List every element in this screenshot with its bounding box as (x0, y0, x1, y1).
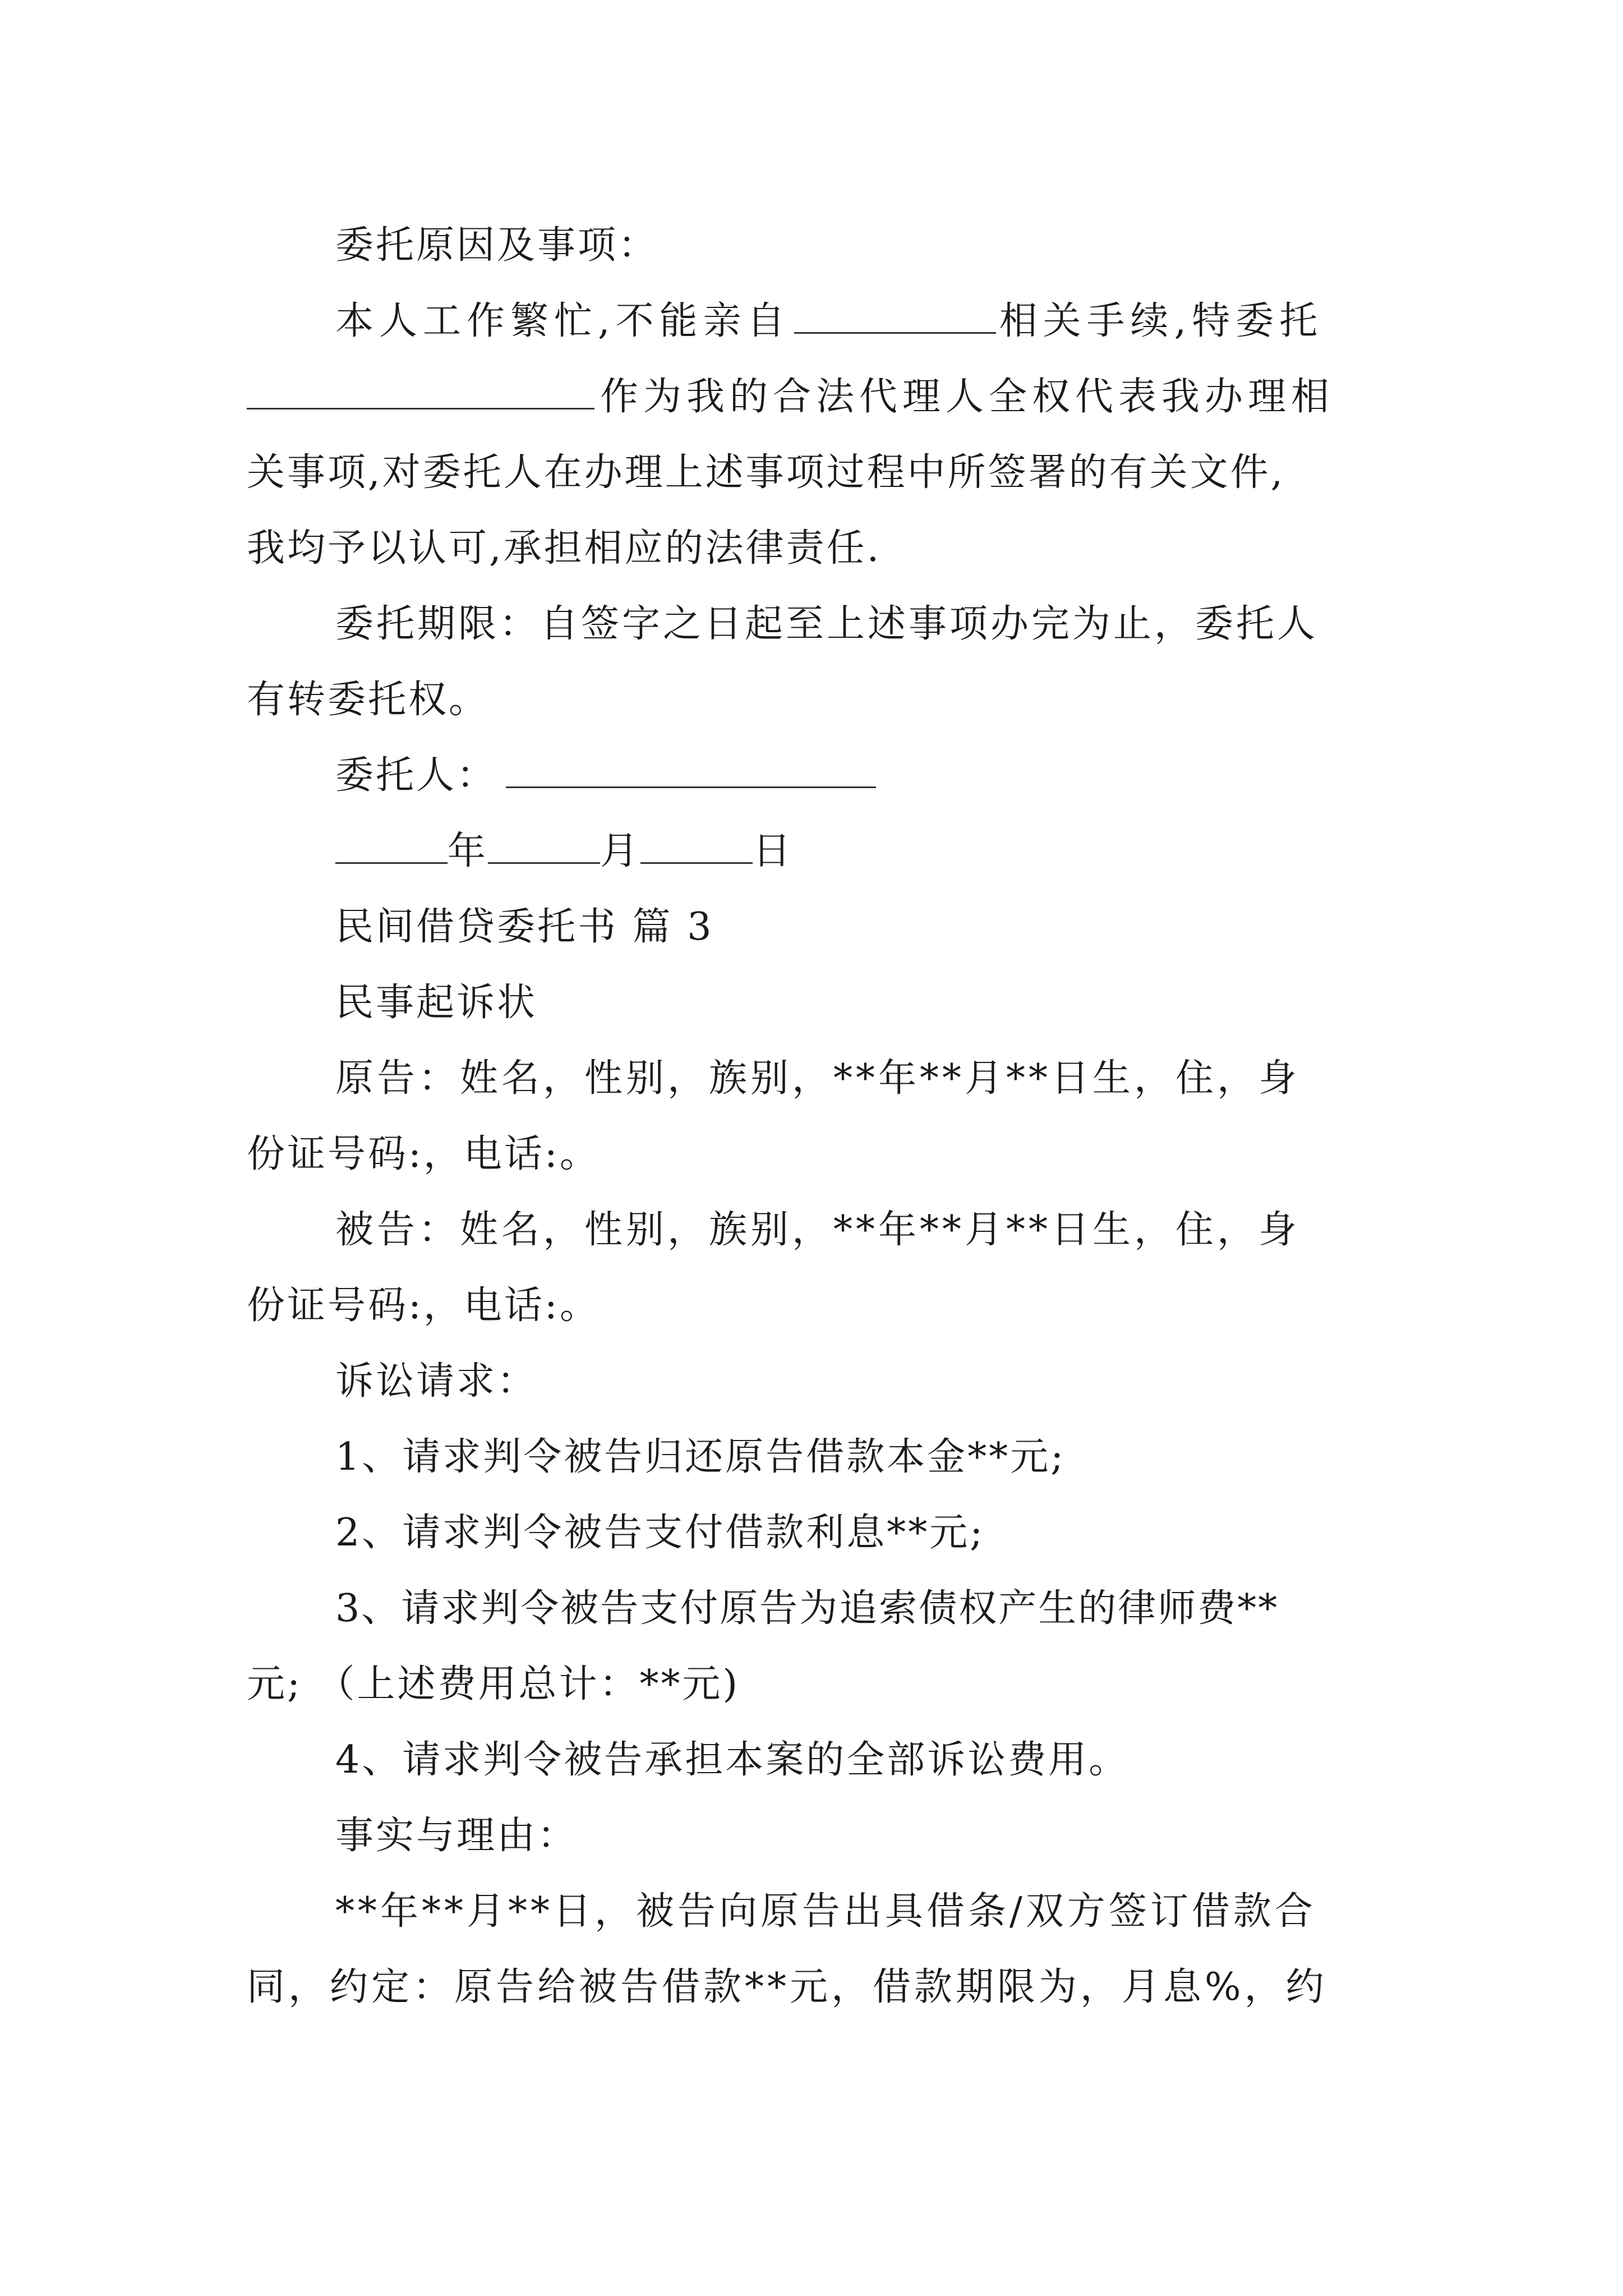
delegation-reason-heading: 委托原因及事项： (335, 223, 659, 268)
principal-label: 委托人： (335, 753, 497, 798)
day-label: 日 (753, 829, 794, 873)
blank-field-principal (506, 754, 876, 788)
delegation-period-line-2: 有转委托权。 (247, 678, 490, 722)
delegation-text-part-a: 本人工作繁忙,不能亲自 (335, 299, 791, 343)
month-label: 月 (600, 829, 641, 873)
defendant-line-1: 被告：姓名，性别，族别，**年**月**日生，住，身 (335, 1208, 1301, 1252)
blank-field-agent (247, 375, 594, 409)
facts-heading: 事实与理由： (335, 1814, 578, 1858)
delegation-text-part-b: 相关手续,特委托 (999, 299, 1324, 343)
claim-item-1: 1、请求判令被告归还原告借款本金**元; (335, 1435, 1066, 1479)
plaintiff-line-1: 原告：姓名，性别，族别，**年**月**日生，住，身 (335, 1056, 1301, 1101)
blank-field-day (640, 830, 753, 864)
delegation-text-line-4: 我均予以认可,承担相应的法律责任. (247, 526, 882, 570)
plaintiff-line-2: 份证号码:，电话:。 (247, 1132, 600, 1176)
blank-field-matter (794, 300, 996, 334)
complaint-title: 民事起诉状 (335, 981, 538, 1025)
claim-item-3-line-1: 3、请求判令被告支付原告为追索债权产生的律师费** (335, 1586, 1279, 1631)
claim-item-3-line-2: 元; （上述费用总计：**元) (247, 1662, 740, 1706)
blank-field-month (488, 830, 600, 864)
defendant-line-2: 份证号码:，电话:。 (247, 1283, 600, 1328)
date-line (335, 829, 793, 874)
section-title: 民间借贷委托书 篇 3 (335, 905, 714, 949)
claims-heading: 诉讼请求： (335, 1359, 538, 1404)
delegation-text-line-3: 关事项,对委托人在办理上述事项过程中所签署的有关文件, (247, 450, 1285, 495)
facts-line-2: 同，约定：原告给被告借款**元，借款期限为，月息%，约 (247, 1965, 1327, 2009)
delegation-text-line-1 (335, 299, 1323, 344)
facts-line-1: **年**月**日，被告向原告出具借条/双方签订借款合 (335, 1889, 1316, 1934)
claim-item-4: 4、请求判令被告承担本案的全部诉讼费用。 (335, 1738, 1129, 1782)
claim-item-2: 2、请求判令被告支付借款利息**元; (335, 1511, 985, 1555)
year-label: 年 (448, 829, 488, 873)
blank-field-year (335, 830, 448, 864)
delegation-text-line-2 (247, 375, 1334, 420)
principal-signature-line (335, 753, 876, 798)
delegation-period-line-1: 委托期限：自签字之日起至上述事项办完为止，委托人 (335, 602, 1318, 646)
delegation-text-part-c: 作为我的合法代理人全权代表我办理相 (600, 375, 1335, 419)
